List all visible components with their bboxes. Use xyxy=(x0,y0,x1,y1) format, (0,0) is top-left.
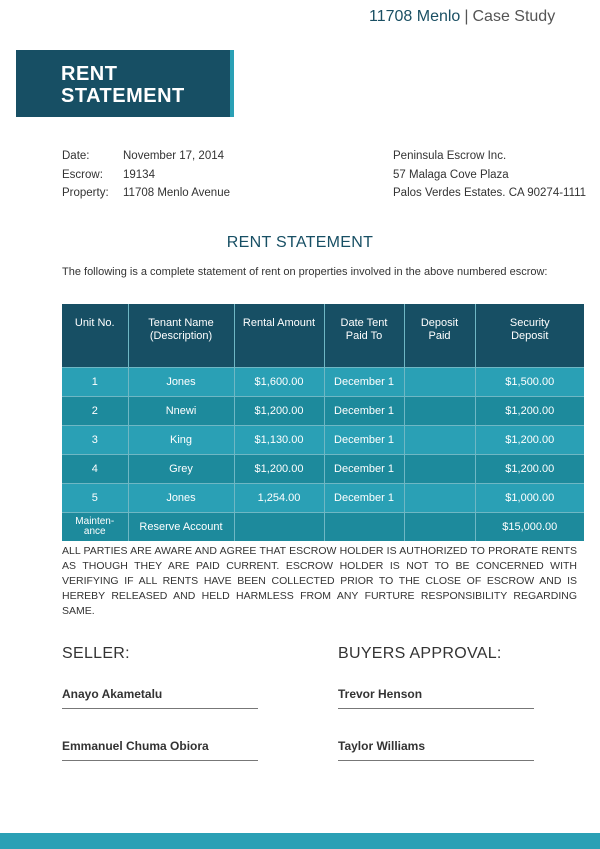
detail-label: Date: xyxy=(62,150,90,162)
table-cell: $1,200.00 xyxy=(475,426,584,455)
footer-bar xyxy=(0,833,600,849)
rent-table xyxy=(62,304,584,541)
column-header-line: Security xyxy=(509,317,550,329)
document-title xyxy=(61,63,185,107)
seller-name: Emmanuel Chuma Obiora xyxy=(62,739,209,753)
company-street: 57 Malaga Cove Plaza xyxy=(393,168,509,181)
table-cell: December 1 xyxy=(324,368,404,397)
column-header xyxy=(324,304,404,368)
table-cell: 1 xyxy=(62,368,128,397)
table-row xyxy=(62,513,584,542)
header-separator: | xyxy=(464,8,469,25)
table-cell: $1,130.00 xyxy=(234,426,324,455)
buyer-name: Taylor Williams xyxy=(338,739,426,753)
buyers-heading: BUYERS APPROVAL: xyxy=(338,645,502,662)
table-cell: December 1 xyxy=(324,484,404,513)
table-cell: $15,000.00 xyxy=(475,513,584,542)
table-row xyxy=(62,484,584,513)
detail-value: November 17, 2014 xyxy=(123,150,225,162)
signature-line xyxy=(338,708,534,709)
column-header-line: Tenant Name xyxy=(148,317,214,329)
document-header xyxy=(369,8,555,26)
intro-text: The following is a complete statement of rent on properties involved in the above numbered escrow: xyxy=(62,266,548,278)
escrow-details xyxy=(62,147,230,203)
table-cell xyxy=(234,513,324,542)
table-cell xyxy=(404,484,475,513)
table-cell: $1,600.00 xyxy=(234,368,324,397)
title-banner xyxy=(16,50,234,117)
table-cell: 5 xyxy=(62,484,128,513)
seller-heading: SELLER: xyxy=(62,645,130,662)
table-row xyxy=(62,397,584,426)
column-header xyxy=(128,304,234,368)
column-header-line: Paid xyxy=(428,330,451,342)
table-cell: $1,500.00 xyxy=(475,368,584,397)
table-cell: Jones xyxy=(128,484,234,513)
table-body xyxy=(62,368,584,542)
title-line-1: RENT xyxy=(61,63,118,85)
table-header-row xyxy=(62,304,584,368)
column-header-line: Deposit xyxy=(511,330,549,342)
signature-line xyxy=(338,760,534,761)
detail-row xyxy=(62,184,230,203)
table-cell: December 1 xyxy=(324,426,404,455)
table-cell: Nnewi xyxy=(128,397,234,426)
column-header xyxy=(62,304,128,368)
column-header-line: Date Tent xyxy=(340,317,388,329)
table-cell: Mainten- ance xyxy=(62,513,128,542)
table-cell: 3 xyxy=(62,426,128,455)
table-cell: December 1 xyxy=(324,397,404,426)
table-cell: Reserve Account xyxy=(128,513,234,542)
detail-label: Property: xyxy=(62,187,109,199)
project-name: 11708 Menlo xyxy=(369,8,461,25)
table-cell: $1,200.00 xyxy=(475,397,584,426)
table-cell xyxy=(404,368,475,397)
header-subtitle: Case Study xyxy=(472,8,556,25)
detail-label: Escrow: xyxy=(62,168,103,181)
table-cell xyxy=(404,397,475,426)
table-cell: Jones xyxy=(128,368,234,397)
table-cell: 1,254.00 xyxy=(234,484,324,513)
detail-row xyxy=(62,166,230,185)
table-row xyxy=(62,455,584,484)
table-cell: $1,200.00 xyxy=(234,397,324,426)
seller-name: Anayo Akametalu xyxy=(62,687,163,701)
table-cell xyxy=(324,513,404,542)
column-header xyxy=(475,304,584,368)
table-cell: King xyxy=(128,426,234,455)
section-title: RENT STATEMENT xyxy=(226,234,374,251)
column-header-line: Unit No. xyxy=(74,317,115,329)
column-header-line: Deposit xyxy=(420,317,459,329)
table-cell: $1,200.00 xyxy=(234,455,324,484)
detail-value: 11708 Menlo Avenue xyxy=(123,187,230,199)
column-header-line: Rental Amount xyxy=(242,317,316,329)
table-cell: December 1 xyxy=(324,455,404,484)
column-header-line: Paid To xyxy=(345,330,383,342)
detail-row xyxy=(62,147,230,166)
buyer-name: Trevor Henson xyxy=(338,687,423,701)
column-header xyxy=(404,304,475,368)
table-cell xyxy=(404,455,475,484)
table-row xyxy=(62,426,584,455)
company-city: Palos Verdes Estates. CA 90274-1111 xyxy=(393,187,587,199)
escrow-company-address xyxy=(393,147,586,203)
table-cell: $1,000.00 xyxy=(475,484,584,513)
table-cell xyxy=(404,426,475,455)
table-cell: 2 xyxy=(62,397,128,426)
table-cell xyxy=(404,513,475,542)
company-name: Peninsula Escrow Inc. xyxy=(393,150,507,162)
column-header-line: (Description) xyxy=(149,330,213,342)
signature-line xyxy=(62,760,258,761)
signature-line xyxy=(62,708,258,709)
title-line-2: STATEMENT xyxy=(61,85,185,107)
detail-value: 19134 xyxy=(123,168,155,181)
table-cell: $1,200.00 xyxy=(475,455,584,484)
table-cell: Grey xyxy=(128,455,234,484)
table-row xyxy=(62,368,584,397)
table-cell: 4 xyxy=(62,455,128,484)
column-header xyxy=(234,304,324,368)
terms-paragraph: ALL PARTIES ARE AWARE AND AGREE THAT ESCROW HOLDER IS AUTHORIZED TO PRORATE RENTS AS THOUGH THEY ARE PAID CURRENT. ESCROW HOLDER IS NOT TO BE CONCERNED WITH VERIFYING IF ALL RENTS HAVE BEEN COLLECTED PRIOR TO THE CLOSE OF ESCROW AND IS HEREBY RELEASED AND HELD HARMLESS FROM ANY FURTURE RESPONSIBILITY REGARDING SAME. xyxy=(62,545,577,617)
